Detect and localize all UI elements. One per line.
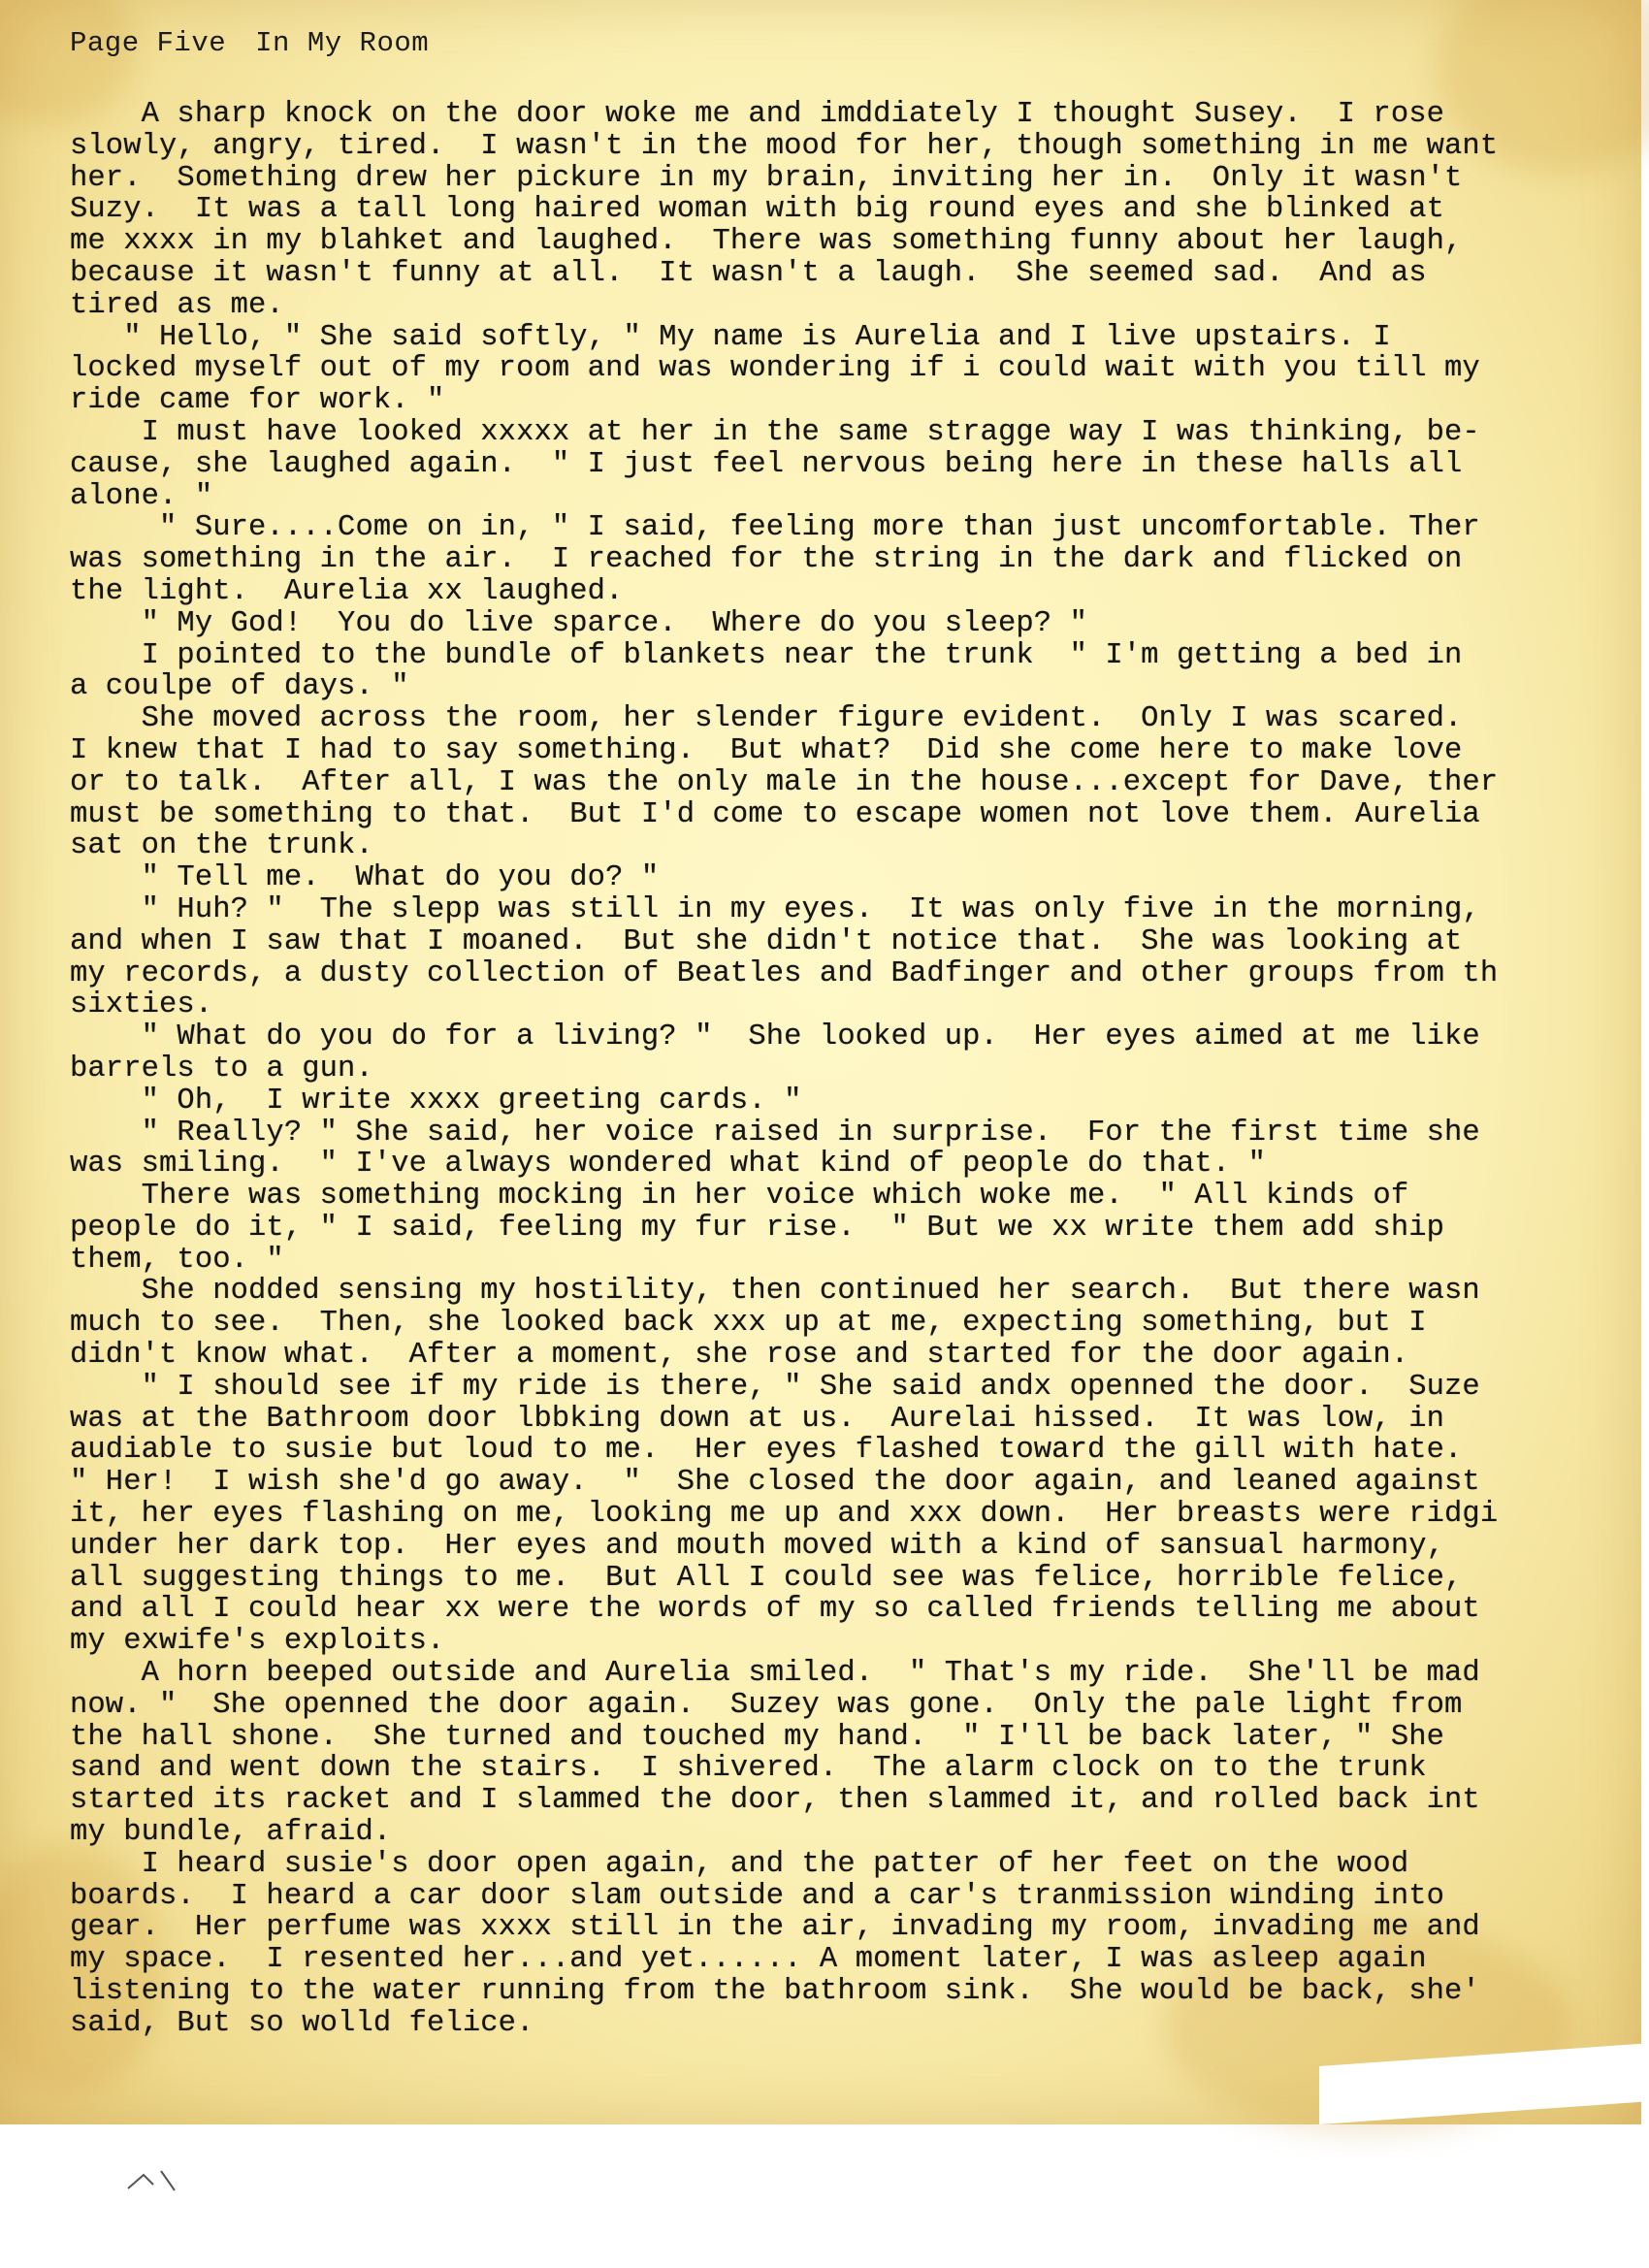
text-line: them, too. " [70,1243,284,1277]
text-line: I heard susie's door open again, and the patter of her feet on the wood [70,1847,1409,1881]
text-line: and all I could hear xx were the words of my so called friends telling me about [70,1593,1480,1627]
text-line: it, her eyes flashing on me, looking me up and xxx down. Her breasts were ridgi [70,1498,1499,1532]
text-line: or to talk. After all, I was the only male in the house...except for Dave, ther [70,765,1499,799]
text-line: started its racket and I slammed the door, then slammed it, and rolled back int [70,1784,1480,1818]
text-line: tired as me. [70,288,284,322]
text-line: " Huh? " The slepp was still in my eyes. It was only five in the morning, [70,892,1480,926]
text-line: much to see. Then, she looked back xxx up at me, expecting something, but I [70,1307,1427,1341]
text-line: " Sure....Come on in, " I said, feeling more than just uncomfortable. Ther [70,511,1480,545]
text-line: a coulpe of days. " [70,670,409,704]
text-line: listening to the water running from the bathroom sink. She would be back, she' [70,1975,1480,2009]
story-text [70,99,1622,2040]
text-line: There was something mocking in her voice which woke me. " All kinds of [70,1180,1409,1214]
text-line: under her dark top. Her eyes and mouth moved with a kind of sansual harmony, [70,1529,1445,1563]
text-line: I must have looked xxxxx at her in the same stragge way I was thinking, be- [70,415,1480,449]
page-header [70,27,429,59]
text-line: " I should see if my ride is there, " She said andx openned the door. Suze [70,1370,1480,1404]
text-line: didn't know what. After a moment, she rose and started for the door again. [70,1339,1409,1373]
text-line: alone. " [70,479,213,513]
text-line: " Oh, I write xxxx greeting cards. " [70,1084,802,1118]
text-line: my bundle, afraid. [70,1816,392,1850]
text-line: gear. Her perfume was xxxx still in the air, invading my room, invading me and [70,1911,1480,1945]
text-line: was at the Bathroom door lbbking down at us. Aurelai hissed. It was low, in [70,1402,1445,1436]
text-line: sand and went down the stairs. I shivered. The alarm clock on to the trunk [70,1752,1427,1786]
text-line: locked myself out of my room and was wondering if i could wait with you till my [70,352,1480,386]
text-line: sixties. [70,988,213,1022]
text-line: my space. I resented her...and yet...... A moment later, I was asleep again [70,1943,1427,1977]
text-line: A horn beeped outside and Aurelia smiled. " That's my ride. She'll be mad [70,1657,1480,1691]
text-line: the hall shone. She turned and touched my hand. " I'll be back later, " She [70,1720,1445,1754]
text-line: the light. Aurelia xx laughed. [70,574,624,608]
text-line: because it wasn't funny at all. It wasn't a laugh. She seemed sad. And as [70,256,1427,290]
pencil-mark [124,2165,192,2194]
text-line: was smiling. " I've always wondered what kind of people do that. " [70,1148,1266,1182]
text-line: I pointed to the bundle of blankets near the trunk " I'm getting a bed in [70,638,1463,672]
text-line: " Her! I wish she'd go away. " She closed the door again, and leaned against [70,1466,1480,1500]
text-line: " What do you do for a living? " She looked up. Her eyes aimed at me like [70,1021,1480,1054]
text-line: now. " She openned the door again. Suzey was gone. Only the pale light from [70,1688,1463,1722]
text-line: her. Something drew her pickure in my brain, inviting her in. Only it wasn't [70,161,1463,195]
text-line: " My God! You do live sparce. Where do you sleep? " [70,606,1087,640]
text-line: " Really? " She said, her voice raised in surprise. For the first time she [70,1116,1480,1150]
text-line: all suggesting things to me. But All I could see was felice, horrible felice, [70,1561,1463,1595]
text-line: my exwife's exploits. [70,1625,445,1659]
text-line: and when I saw that I moaned. But she didn't notice that. She was looking at [70,924,1463,958]
text-line: audiable to susie but loud to me. Her eyes flashed toward the gill with hate. [70,1434,1463,1468]
text-line: people do it, " I said, feeling my fur rise. " But we xx write them add ship [70,1211,1445,1245]
text-line: slowly, angry, tired. I wasn't in the mood for her, though something in me want [70,129,1499,163]
text-line: ride came for work. " [70,384,445,418]
text-line: was something in the air. I reached for the string in the dark and flicked on [70,543,1463,577]
text-line: A sharp knock on the door woke me and imddiately I thought Susey. I rose [70,98,1445,131]
text-line: Suzy. It was a tall long haired woman with big round eyes and she blinked at [70,193,1445,227]
text-line: " Hello, " She said softly, " My name is Aurelia and I live upstairs. I [70,320,1391,354]
text-line: boards. I heard a car door slam outside and a car's tranmission winding into [70,1879,1445,1913]
text-line: sat on the trunk. [70,829,373,863]
text-line: my records, a dusty collection of Beatles and Badfinger and other groups from th [70,956,1499,990]
text-line: She nodded sensing my hostility, then continued her search. But there wasn [70,1275,1480,1309]
text-line: me xxxx in my blahket and laughed. There was something funny about her laugh, [70,225,1463,259]
text-line: I knew that I had to say something. But what? Did she come here to make love [70,733,1463,767]
text-line: She moved across the room, her slender figure evident. Only I was scared. [70,702,1463,736]
text-line: cause, she laughed again. " I just feel nervous being here in these halls all [70,447,1463,481]
text-line: must be something to that. But I'd come to escape women not love them. Aurelia [70,797,1480,831]
page-number: Page Five [70,27,227,59]
page-title: In My Room [255,27,430,59]
text-line: " Tell me. What do you do? " [70,861,660,895]
text-line: barrels to a gun. [70,1052,373,1085]
text-line: said, But so wolld felice. [70,2006,534,2040]
